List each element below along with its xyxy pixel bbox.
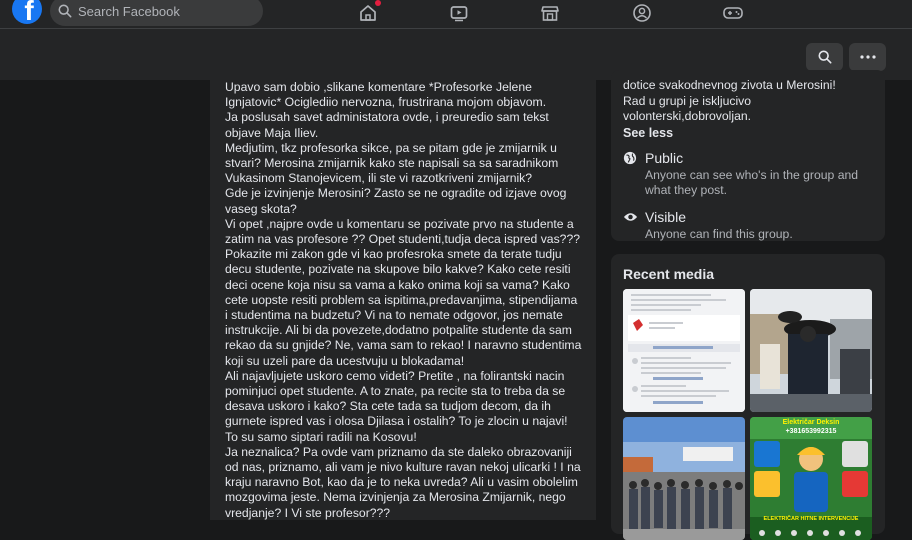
- globe-icon: [623, 150, 645, 199]
- search-icon: [58, 4, 72, 18]
- search-icon: [818, 50, 832, 64]
- group-description: dotice svakodnevnog zivota u Merosini! Rad u grupi je iskljucivo volonterski,dobrovoljan.: [623, 78, 836, 123]
- post-paragraph: Vi opet ,najpre ovde u komentaru se pozivate prvo na studente a zatim na vas profesore ?? Opet studenti,tudja deca ispred vas??? Pokazite mi zakon gde vi kao profesroka smete da terate tudju decu studente, pozivate na skupove bilo kakve? Kako cete resiti deci ocene koja nisu sa vama a kako onima koji sa vama? Kako cete uopste resiti problem sa ispitima,predavanjima, stipendijama i studentima na budzetu? Vi na to nemate odgovor, jos nemate instrukcije. Ali bi da povezete,dodatno potpalite studente da sam rekao da su gnjide? Ne, vama sam to rekao! I naravno studentima koji su uzeli pare da ucestvuju u blokadama!: [225, 216, 582, 368]
- home-icon[interactable]: [357, 2, 379, 24]
- logo-letter: f: [24, 0, 34, 24]
- visibility-description: Anyone can find this group.: [645, 226, 793, 241]
- post-paragraph: Ja poslusah savet administatora ovde, i preuredio sam tekst objave Maja Iliev.: [225, 110, 549, 140]
- post-paragraph: Gde je izvinjenje Merosini? Zasto se ne ogradite od izjave ovog vaseg skota?: [225, 186, 567, 216]
- see-less-link[interactable]: See less: [623, 125, 674, 140]
- about-group-card: [611, 70, 885, 241]
- post-paragraph: Ali najavljujete uskoro cemo videti? Pretite , na folirantski nacin pominjuci opet studente. A to znate, pa recite sta to treba da se desava uskoro i kako? Sta cete tada sa tudjom decom, da ih gurnete ispred vas i olosa Djilasa i ostalih? To je zlocin u najavi!: [225, 368, 568, 429]
- ad-tagline: ELEKTRIČAR HITNE INTERVENCIJE: [763, 516, 859, 522]
- post-paragraph: Upavo sam dobio ,slikane komentare *Profesorke Jelene Ignjatovic* Ociglediio nervozna, frustrirana mojom objavom.: [225, 80, 547, 110]
- media-thumbnail-protest-photo[interactable]: [750, 289, 872, 412]
- media-grid: [623, 289, 873, 540]
- top-navigation-bar: [0, 0, 912, 28]
- post-body: [210, 80, 596, 520]
- media-thumbnail-screenshot[interactable]: [623, 289, 745, 412]
- visibility-info: [623, 209, 873, 243]
- privacy-title: Public: [645, 149, 684, 166]
- post-paragraph: To su samo siptari radili na Kosovu!: [225, 429, 417, 444]
- post-card: [210, 80, 596, 520]
- groups-icon[interactable]: [631, 2, 653, 24]
- recent-media-title: Recent media: [623, 266, 715, 282]
- media-thumbnail-electrician-ad[interactable]: [750, 417, 872, 540]
- search-input[interactable]: [78, 4, 248, 19]
- search-box[interactable]: [50, 0, 263, 26]
- notification-dot: [375, 0, 381, 6]
- privacy-description: Anyone can see who's in the group and what they post.: [645, 167, 859, 197]
- facebook-logo[interactable]: [12, 0, 42, 24]
- gaming-icon[interactable]: [722, 2, 744, 24]
- more-dots-icon: [860, 55, 876, 59]
- ad-title: Električar Deksin: [782, 419, 840, 426]
- media-thumbnail-crowd-photo[interactable]: [623, 417, 745, 540]
- visibility-title: Visible: [645, 208, 686, 225]
- recent-media-card: [611, 254, 885, 534]
- group-search-button[interactable]: [806, 43, 843, 71]
- post-paragraph: Medjutim, tkz profesorka sikce, pa se pitam gde je zmijarnik u stvari? Merosina zmijarnik kako ste napisali sa sa saradnikom Vukasinom Stanojevicem, ili ste vi razotkriveni zmijarnik?: [225, 140, 559, 186]
- ad-phone: +381653992315: [785, 428, 837, 435]
- watch-icon[interactable]: [448, 2, 470, 24]
- privacy-info: [623, 150, 873, 199]
- post-paragraph: Ja neznalica? Pa ovde vam priznamo da ste daleko obrazovaniji od nas, priznamo, ali vam je nivo kulture ravan nekoj ulicarki ! I na kraju naravno Bot, kao da je to neka uvreda? Ali u vasim obolelim mozgovima jeste. Nema izvinjenja za Merosina Zmijarnik, nego vredjanje? I Vi ste profesor???: [225, 444, 581, 520]
- marketplace-icon[interactable]: [539, 2, 561, 24]
- more-options-button[interactable]: [849, 43, 886, 71]
- eye-icon: [623, 209, 645, 243]
